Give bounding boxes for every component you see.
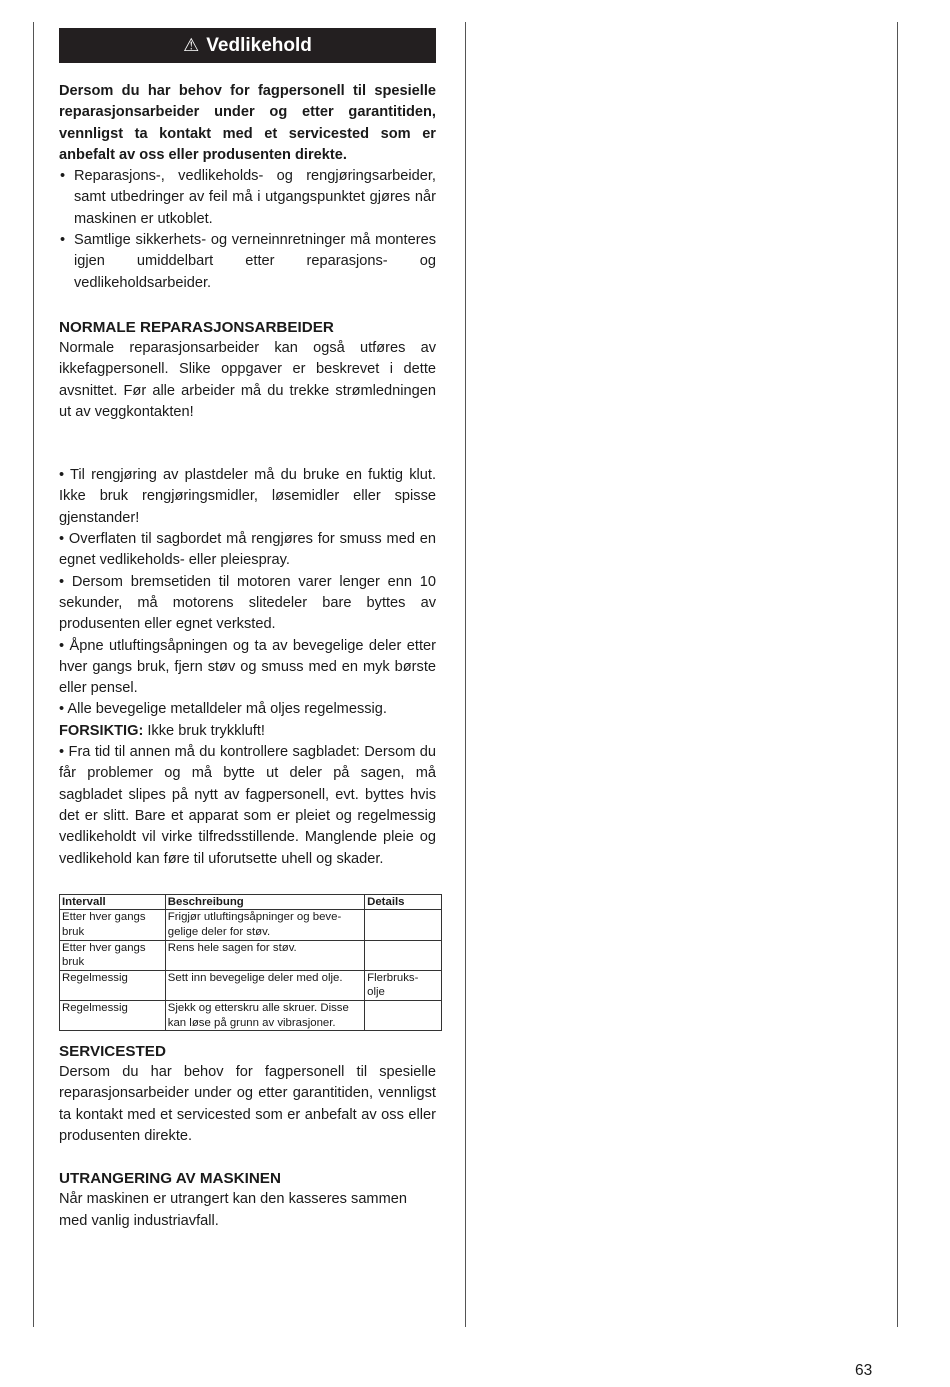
page-number: 63 [855,1362,873,1379]
caution-label: FORSIKTIG: [59,722,144,739]
table-cell [365,940,442,970]
care-item: • Dersom bremsetiden til motoren varer lenger enn 10 sekunder, må motorens slitedeler bare byttes av produsenten eller egnet verksted. [59,573,436,633]
column-header-interval: Intervall [60,894,166,910]
table-cell: Etter hver gangs bruk [60,910,166,940]
table-row [60,1000,442,1030]
table-cell [365,910,442,940]
caution-text: Ikke bruk trykkluft! [143,722,265,739]
list-item: • Reparasjons-, vedlikeholds- og rengjøringsarbeider, samt utbedringer av feil må i utgangspunktet gjøres når maskinen er utkoblet. [59,166,436,230]
care-item: • Fra tid til annen må du kontrollere sagbladet: Dersom du får problemer og må bytte ut deler på sagen, må sagbladet slipes på nytt av fagpersonell, evt. byttes hvis det er slitt. Bare et apparat som er pleiet og regelmessig vedlikeholdt vil virke tilfredsstillende. Manglende pleie og vedlikehold kan føre til uforutsette uhell og skader. [59,744,436,867]
table-row [60,940,442,970]
disposal-heading: UTRANGERING AV MASKINEN [59,1170,281,1188]
table-cell: Rens hele sagen for støv. [165,940,364,970]
care-item: • Åpne utluftingsåpningen og ta av bevegelige deler etter hver gangs bruk, fjern støv og smuss med en myk børste eller pensel. [59,637,436,697]
service-text: Dersom du har behov for fagpersonell til spesielle reparasjonsarbeider under og etter garantitiden, vennligst ta kontakt med et servicested som er anbefalt av oss eller produsenten direkte. [59,1064,436,1145]
intro-paragraph: Dersom du har behov for fagpersonell til spesielle reparasjonsarbeider under og etter garantitiden, vennligst ta kontakt med et servicested som er anbefalt av oss eller produsenten direkte. [59,83,436,163]
list-item: • Samtlige sikkerhets- og verneinnretninger må monteres igjen umiddelbart etter reparasjons- og vedlikeholdsarbeider. [59,230,436,294]
service-heading: SERVICESTED [59,1043,166,1061]
column-header-description: Beschreibung [165,894,364,910]
care-item: • Alle bevegelige metalldeler må oljes regelmessig. [59,701,387,718]
disposal-text: Når maskinen er utrangert kan den kasseres sammen med vanlig industriavfall. [59,1191,407,1229]
table-cell [365,1000,442,1030]
care-instructions [59,465,436,870]
table-cell: Sjekk og etterskru alle skruer. Disse kan løse på grunn av vibrasjoner. [165,1000,364,1030]
intro-bullet-list [59,166,436,294]
warning-triangle-icon: ⚠ [183,34,200,55]
right-margin-rule [897,22,898,1327]
section-banner [59,28,436,63]
column-divider-rule [465,22,466,1327]
column-header-details: Details [365,894,442,910]
content-column [59,28,436,1232]
maintenance-table [59,894,442,1031]
table-cell: Flerbruks- olje [365,970,442,1000]
table-row [60,970,442,1000]
table-row [60,910,442,940]
care-item: • Til rengjøring av plastdeler må du bruke en fuktig klut. Ikke bruk rengjøringsmidler, løsemidler eller spisse gjenstander! [59,467,436,526]
caution-line [59,721,436,742]
table-cell: Frigjør utluftingsåpninger og beve- gelige deler for støv. [165,910,364,940]
normal-repairs-text: Normale reparasjonsarbeider kan også utføres av ikkefagpersonell. Slike oppgaver er beskrevet i dette avsnittet. Før alle arbeider må du trekke strømledningen ut av veggkontakten! [59,339,436,420]
left-margin-rule [33,22,34,1327]
section-title: Vedlikehold [206,34,312,56]
table-cell: Sett inn bevegelige deler med olje. [165,970,364,1000]
table-cell: Regelmessig [60,970,166,1000]
table-cell: Regelmessig [60,1000,166,1030]
table-cell: Etter hver gangs bruk [60,940,166,970]
care-item: • Overflaten til sagbordet må rengjøres for smuss med en egnet vedlikeholds- eller pleiespray. [59,531,436,569]
table-header-row [60,894,442,910]
normal-repairs-heading: NORMALE REPARASJONSARBEIDER [59,318,334,336]
